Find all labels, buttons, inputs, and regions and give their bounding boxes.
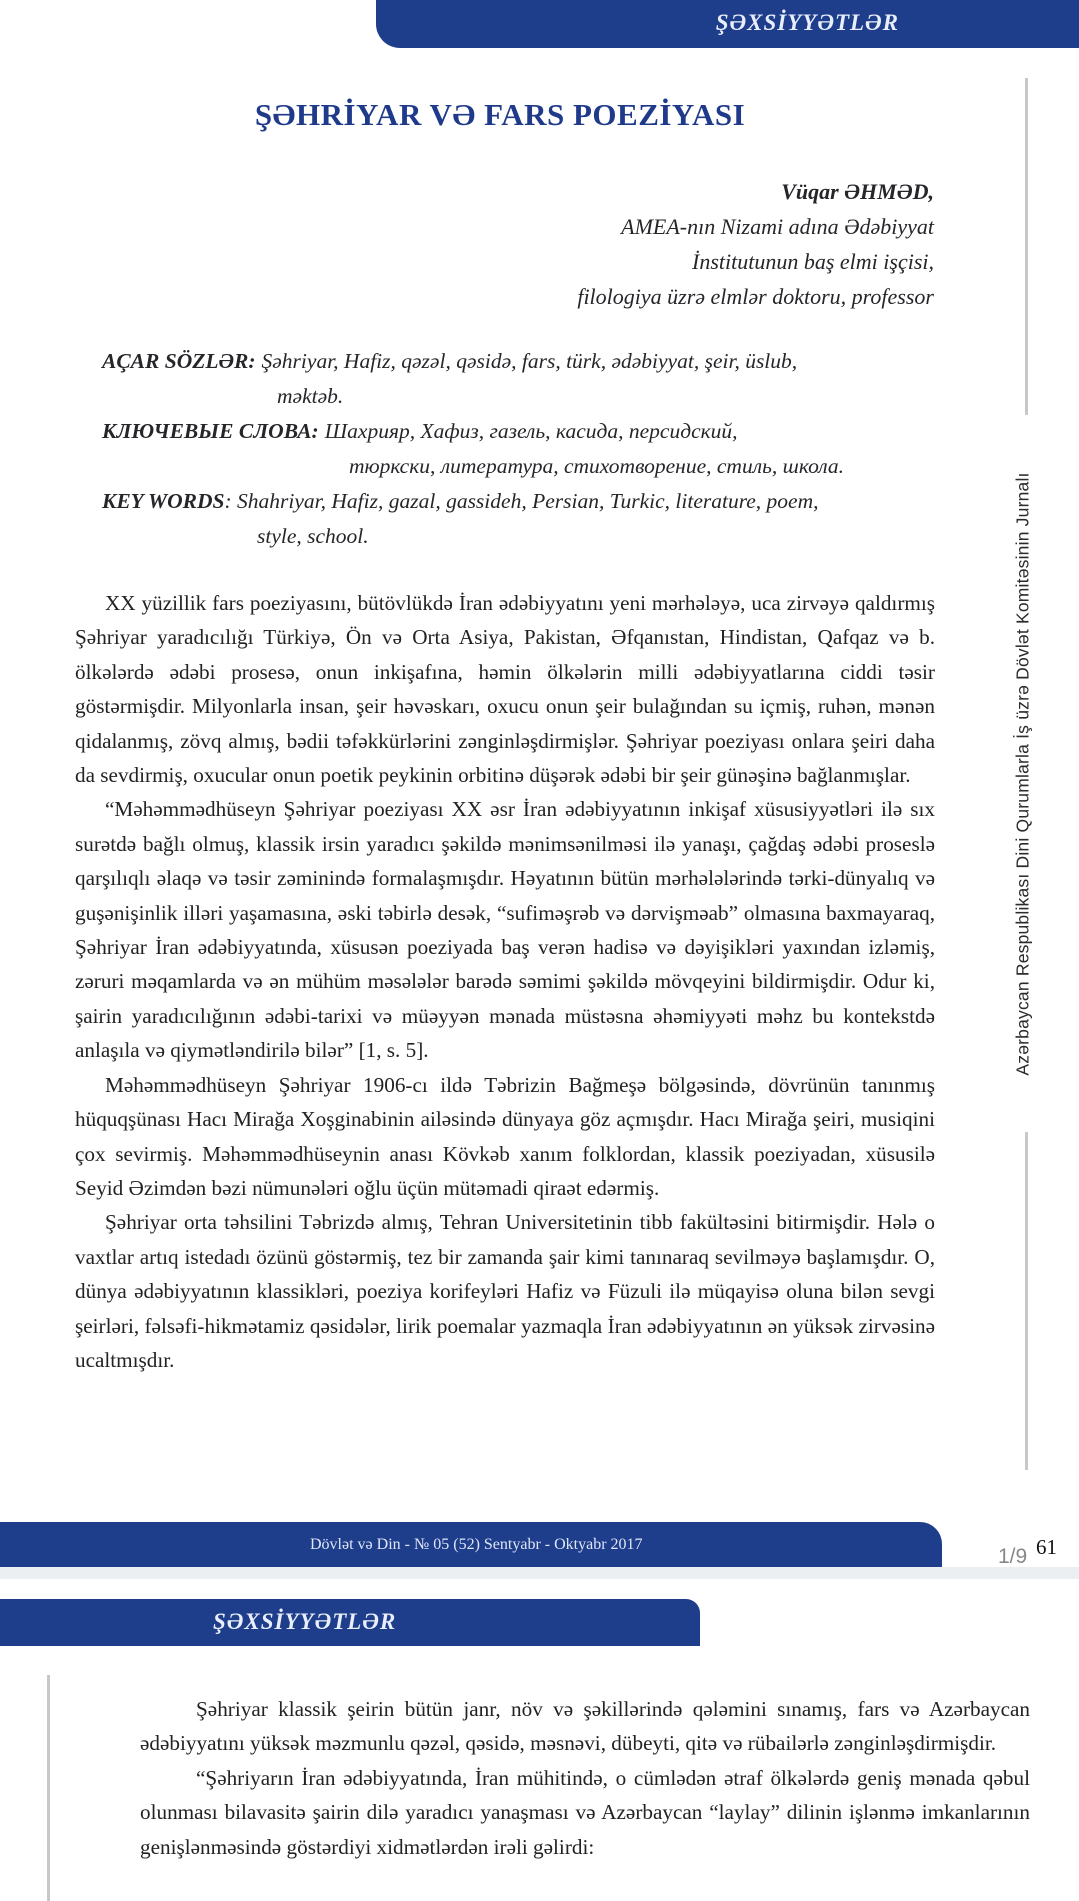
keywords-en-label: KEY WORDS xyxy=(102,489,225,513)
page-2 xyxy=(0,1579,1079,1901)
section-header-tab xyxy=(376,0,1079,48)
paragraph: “Şəhriyarın İran ədəbiyyatında, İran mühitində, o cümlədən ətraf ölkələrdə geniş mənada qəbul olunması bilavasitə şairin dilə yaradıcı yanaşması və Azərbaycan “laylay” dilinin işlənmə imkanlarının genişlənməsində göstərdiyi xidmətlərdən irəli gəlirdi: xyxy=(140,1765,1030,1859)
keywords-en xyxy=(102,484,932,554)
keywords-ru-label: КЛЮЧЕВЫЕ СЛОВА: xyxy=(102,419,319,443)
author-affiliation-2: İnstitutunun baş elmi işçisi, xyxy=(692,249,934,274)
page-indicator: 1/9 xyxy=(998,1545,1028,1567)
author-affiliation-3: filologiya üzrə elmlər doktoru, professor xyxy=(577,284,934,309)
side-journal-label xyxy=(988,434,1058,1114)
paragraph: Şəhriyar orta təhsilini Təbrizdə almış, Tehran Universitetinin tibb fakültəsini bitirmişdir. Hələ o vaxtlar artıq istedadı özünü göstərmiş, tez bir zamanda şair kimi tanınaraq sevilməyə başlamışdır. O, dünya ədəbiyyatının klassikləri, poeziya korifeyləri Hafiz və Füzuli ilə müqayisə oluna bilən sevgi şeirləri, fəlsəfi-hikmətamiz qəsidələr, lirik poemalar yazmaqla İran ədəbiyyatının ən yüksək zirvəsinə ucaltmışdır. xyxy=(75,1210,935,1372)
keywords-az-text: Şəhriyar, Hafiz, qəzəl, qəsidə, fars, türk, ədəbiyyat, şeir, üslub, xyxy=(261,349,798,373)
author-name: Vüqar ƏHMƏD, xyxy=(781,179,934,204)
paragraph: Məhəmmədhüseyn Şəhriyar 1906-cı ildə Təbrizin Bağmeşə bölgəsində, dövrünün tanınmış hüquqşünası Hacı Mirağa Xoşginabinin ailəsində dünyaya göz açmışdır. Hacı Mirağa şeiri, musiqini çox sevirmiş. Məhəmmədhüseynin anası Kövkəb xanım folklordan, klassik poeziyadan, xüsusilə Seyid Əzimdən bəzi nümunələri oğlu üçün mütəmadi qiraət edərmiş. xyxy=(75,1072,935,1200)
article-body-2 xyxy=(140,1692,1030,1864)
keywords-ru xyxy=(102,414,932,484)
section-label-2: ŞƏXSİYYƏTLƏR xyxy=(213,1609,397,1634)
keywords-az-cont: məktəb. xyxy=(277,384,344,408)
paragraph: XX yüzillik fars poeziyasını, bütövlükdə İran ədəbiyyatını yeni mərhələyə, uca zirvəyə qaldırmış Şəhriyar yaradıcılığı Türkiyə, Ön və Orta Asiya, Pakistan, Əfqanıstan, Hindistan, Qafqaz və b. ölkələrdə ədəbi prosesə, onun inkişafına, həmin ölkələrin milli ədəbiyyatlarına ciddi təsir göstərmişdir. Milyonlarla insan, şeir həvəskarı, oxucu onun şeir bulağından su içmiş, ruhən, mənən qidalanmış, zövq almış, bədii təfəkkürlərini zənginləşdirmişlər. Şəhriyar poeziyası onlara şeiri daha da sevdirmiş, oxucular onun poetik peykinin orbitinə düşərək ədəbi bir şeir günəşinə bağlanmışlar. xyxy=(75,591,935,788)
keywords-ru-text: Шахрияр, Хафиз, газель, касида, персидский, xyxy=(324,419,738,443)
article-body xyxy=(75,586,935,1377)
section-label: ŞƏXSİYYƏTLƏR xyxy=(715,10,899,35)
side-divider-top xyxy=(1025,78,1028,415)
paragraph: Şəhriyar klassik şeirin bütün janr, növ və şəkillərində qələmini sınamış, fars və Azərbaycan ədəbiyyatını yüksək məzmunlu qəzəl, qəsidə, məsnəvi, dübeyti, qitə və rübailərlə zənginləşdirmişdir. xyxy=(140,1697,1030,1756)
side-journal-text: Azərbaycan Respublikası Dini Qurumlarla İş üzrə Dövlət Komitəsinin Jurnalı xyxy=(1012,472,1033,1076)
paragraph: “Məhəmmədhüseyn Şəhriyar poeziyası XX əsr İran ədəbiyyatının inkişaf xüsusiyyətləri ilə sıx surətdə bağlı olmuş, klassik irsin yaradıcı şəkildə mənimsənilməsi ilə yanaşı, çağdaş ədəbi proseslə qarşılıqlı əlaqə və təsir zəminində formalaşmışdır. Həyatının bütün mərhələlərində tərki-dünyalıq və guşənişinlik illəri yaşamasına, əski təbirlə desək, “sufiməşrəb və dərvişməab” olmasına baxmayaraq, Şəhriyar İran ədəbiyyatında, xüsusən poeziyada baş verən hadisə və dəyişikləri yaxından izləmiş, zəruri məqamlarda və ən mühüm məsələlər barədə səmimi şəkildə mövqeyini bildirmişdir. Odur ki, şairin yaradıcılığının ədəbi-tarixi və müəyyən mənada müstəsna əhəmiyyəti məhz bu kontekstdə anlaşıla və qiymətləndirilə bilər” [1, s. 5]. xyxy=(75,797,935,1063)
keywords-ru-cont: тюркски, литература, стихотворение, стиль, школа. xyxy=(349,454,845,478)
keywords-az xyxy=(102,344,932,414)
article-title: ŞƏHRİYAR VƏ FARS POEZİYASI xyxy=(254,97,746,132)
keywords-en-text: : Shahriyar, Hafiz, gazal, gassideh, Persian, Turkic, literature, poem, xyxy=(224,489,819,513)
side-divider-bottom xyxy=(1025,1132,1028,1470)
author-affiliation-1: AMEA-nın Nizami adına Ədəbiyyat xyxy=(621,214,934,239)
keywords-en-cont: style, school. xyxy=(257,524,369,548)
author-block xyxy=(577,174,934,314)
footer-bar xyxy=(0,1522,942,1567)
side-divider-left xyxy=(47,1675,50,1901)
footer-journal-issue: Dövlət və Din - № 05 (52) Sentyabr - Oktyabr 2017 xyxy=(310,1536,643,1553)
section-header-tab-2 xyxy=(0,1599,700,1646)
page-number: 61 xyxy=(1036,1535,1057,1559)
keywords-az-label: AÇAR SÖZLƏR: xyxy=(102,349,256,373)
